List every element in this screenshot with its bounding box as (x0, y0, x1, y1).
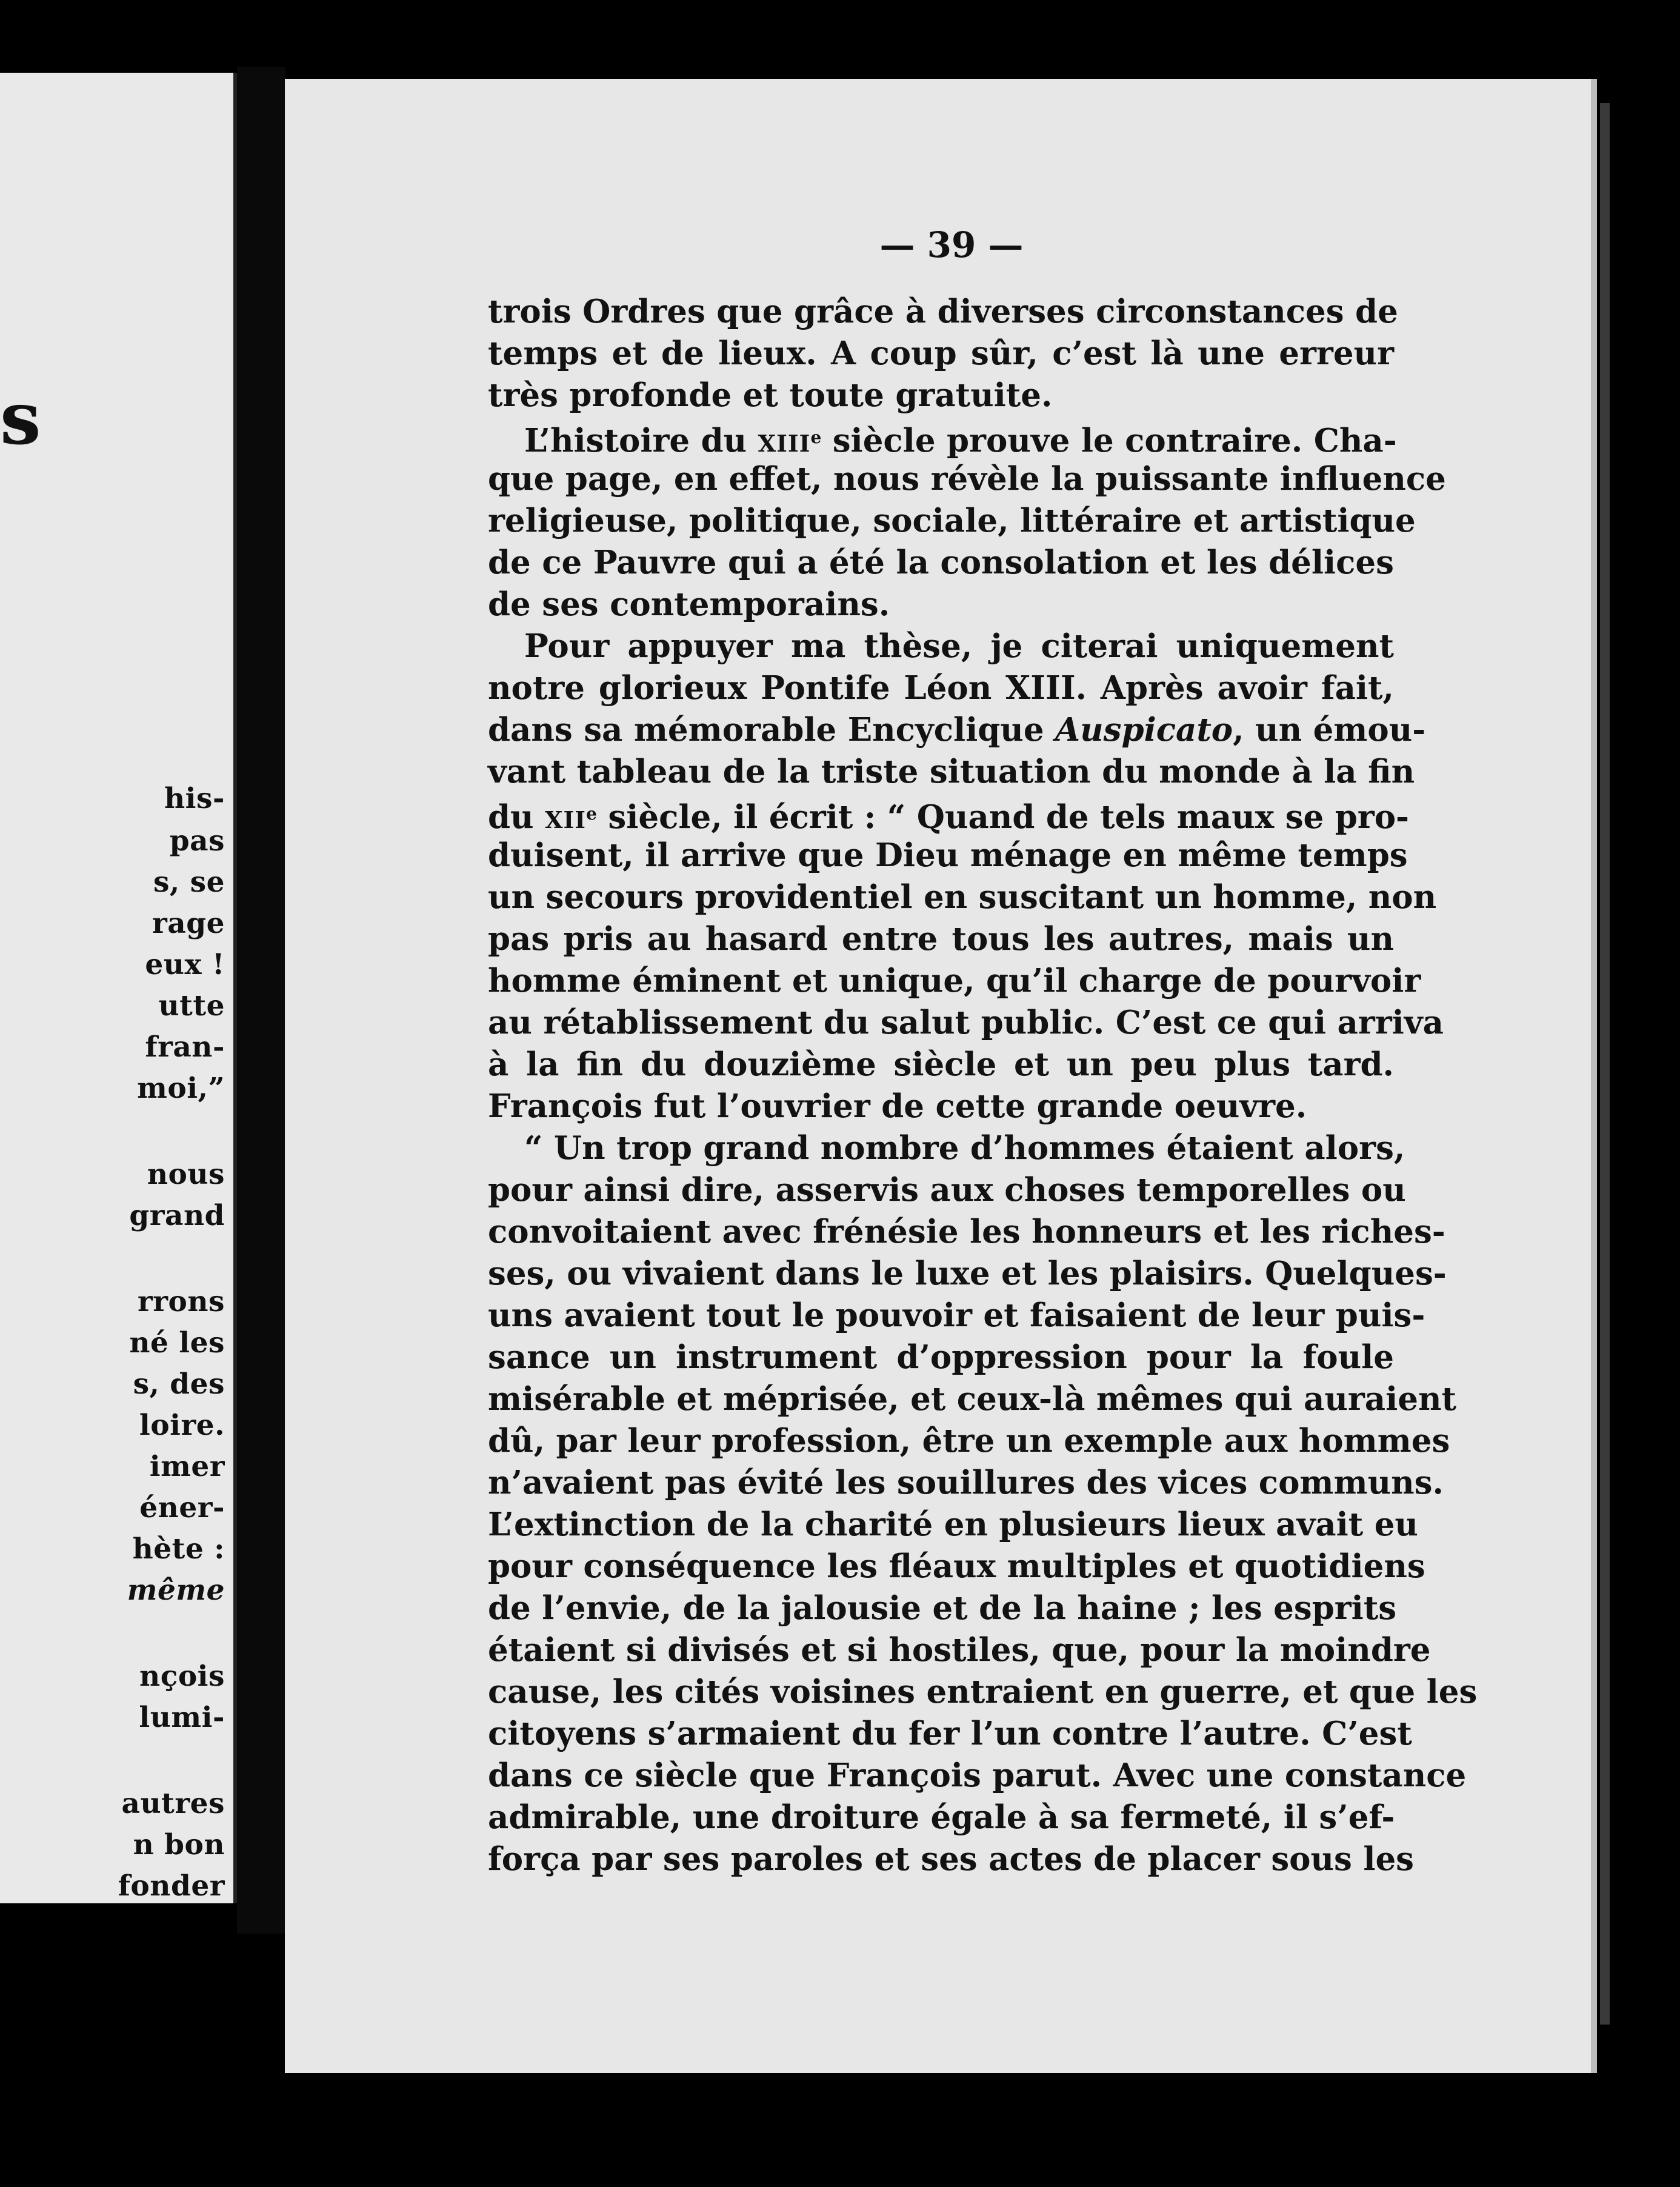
left-page-fragment: his- (164, 782, 225, 815)
text-line: Pour appuyer ma thèse, je citerai uniquement (524, 627, 1394, 665)
left-page-fragment: autres (121, 1787, 225, 1820)
text-line: étaient si divisés et si hostiles, que, pour la moindre (488, 1631, 1431, 1669)
text-line: très profonde et toute gratuite. (488, 376, 1053, 414)
text-line: religieuse, politique, sociale, littéraire et artistique (488, 502, 1416, 539)
left-page-fragment: fonder (118, 1869, 225, 1903)
left-page-fragment: fran- (145, 1030, 225, 1064)
text-line: admirable, une droiture égale à sa fermeté, il s’ef- (488, 1798, 1395, 1836)
text-line: au rétablissement du salut public. C’est ce qui arriva (488, 1004, 1444, 1041)
text-line: dans ce siècle que François parut. Avec une constance (488, 1757, 1467, 1794)
text-line: François fut l’ouvrier de cette grande oeuvre. (488, 1087, 1307, 1125)
page-edge (1600, 103, 1610, 2025)
left-page-fragment: grand (129, 1199, 225, 1232)
left-page-fragment: moi,” (137, 1072, 225, 1105)
left-page-fragment: n bon (133, 1828, 225, 1861)
text-line: un secours providentiel en suscitant un homme, non (488, 878, 1437, 916)
text-line: citoyens s’armaient du fer l’un contre l’autre. C’est (488, 1715, 1412, 1752)
left-page-large-letter: s (0, 376, 41, 461)
text-line: misérable et méprisée, et ceux-là mêmes qui auraient (488, 1380, 1456, 1418)
text-line: uns avaient tout le pouvoir et faisaient de leur puis- (488, 1297, 1425, 1334)
text-line: homme éminent et unique, qu’il charge de pourvoir (488, 962, 1421, 1000)
text-line: L’histoire du XIIIe siècle prouve le contraire. Cha- (524, 422, 1397, 459)
left-page-fragment: loire. (139, 1409, 225, 1442)
text-line: à la fin du douzième siècle et un peu plus tard. (488, 1046, 1394, 1083)
left-page-fragment: pas (169, 824, 225, 858)
page-number: — 39 — (879, 224, 1024, 265)
left-page-fragment: lumi- (139, 1701, 225, 1734)
text-line: dans sa mémorable Encyclique Auspicato, un émou- (488, 711, 1426, 749)
left-page-fragment: même (127, 1574, 225, 1607)
text-line: trois Ordres que grâce à diverses circonstances de (488, 293, 1398, 330)
book-gutter (237, 67, 285, 1934)
text-line: pour ainsi dire, asservis aux choses temporelles ou (488, 1171, 1406, 1209)
text-line: L’extinction de la charité en plusieurs lieux avait eu (488, 1506, 1418, 1543)
text-line: ses, ou vivaient dans le luxe et les plaisirs. Quelques- (488, 1255, 1447, 1292)
text-line: temps et de lieux. A coup sûr, c’est là une erreur (488, 335, 1394, 372)
left-page-fragment: s, se (153, 866, 225, 899)
text-line: cause, les cités voisines entraient en guerre, et que les (488, 1673, 1478, 1711)
text-line: du XIIe siècle, il écrit : “ Quand de tels maux se pro- (488, 798, 1410, 836)
text-line: convoitaient avec frénésie les honneurs et les riches- (488, 1213, 1445, 1250)
left-page-fragment: rrons (137, 1285, 225, 1318)
text-line: força par ses paroles et ses actes de placer sous les (488, 1840, 1415, 1878)
text-line: “ Un trop grand nombre d’hommes étaient alors, (524, 1129, 1405, 1167)
left-page-fragment: éner- (139, 1491, 225, 1524)
text-line: que page, en effet, nous révèle la puissante influence (488, 460, 1446, 498)
text-line: pas pris au hasard entre tous les autres, mais un (488, 920, 1394, 958)
text-line: de l’envie, de la jalousie et de la haine ; les esprits (488, 1589, 1397, 1627)
text-line: dû, par leur profession, être un exemple aux hommes (488, 1422, 1450, 1460)
text-line: de ce Pauvre qui a été la consolation et les délices (488, 544, 1394, 581)
text-line: n’avaient pas évité les souillures des vices communs. (488, 1464, 1444, 1501)
left-page-fragment: nous (147, 1158, 225, 1191)
text-line: de ses contemporains. (488, 586, 890, 623)
text-line: vant tableau de la triste situation du monde à la fin (488, 753, 1415, 790)
left-page (0, 73, 237, 1903)
left-page-fragment: s, des (133, 1367, 225, 1401)
left-page-fragment: utte (158, 989, 225, 1023)
left-page-fragment: né les (129, 1326, 225, 1360)
body-text (488, 291, 1478, 1880)
left-page-fragment: nçois (139, 1660, 225, 1693)
left-page-fragment: rage (152, 907, 225, 940)
left-page-fragment: imer (149, 1450, 225, 1483)
left-page-fragment: eux ! (145, 948, 225, 981)
text-line: pour conséquence les fléaux multiples et quotidiens (488, 1548, 1425, 1585)
text-line: sance un instrument d’oppression pour la foule (488, 1338, 1394, 1376)
text-line: notre glorieux Pontife Léon XIII. Après avoir fait, (488, 669, 1394, 707)
text-line: duisent, il arrive que Dieu ménage en même temps (488, 836, 1408, 874)
left-page-fragment: hète : (132, 1532, 225, 1566)
